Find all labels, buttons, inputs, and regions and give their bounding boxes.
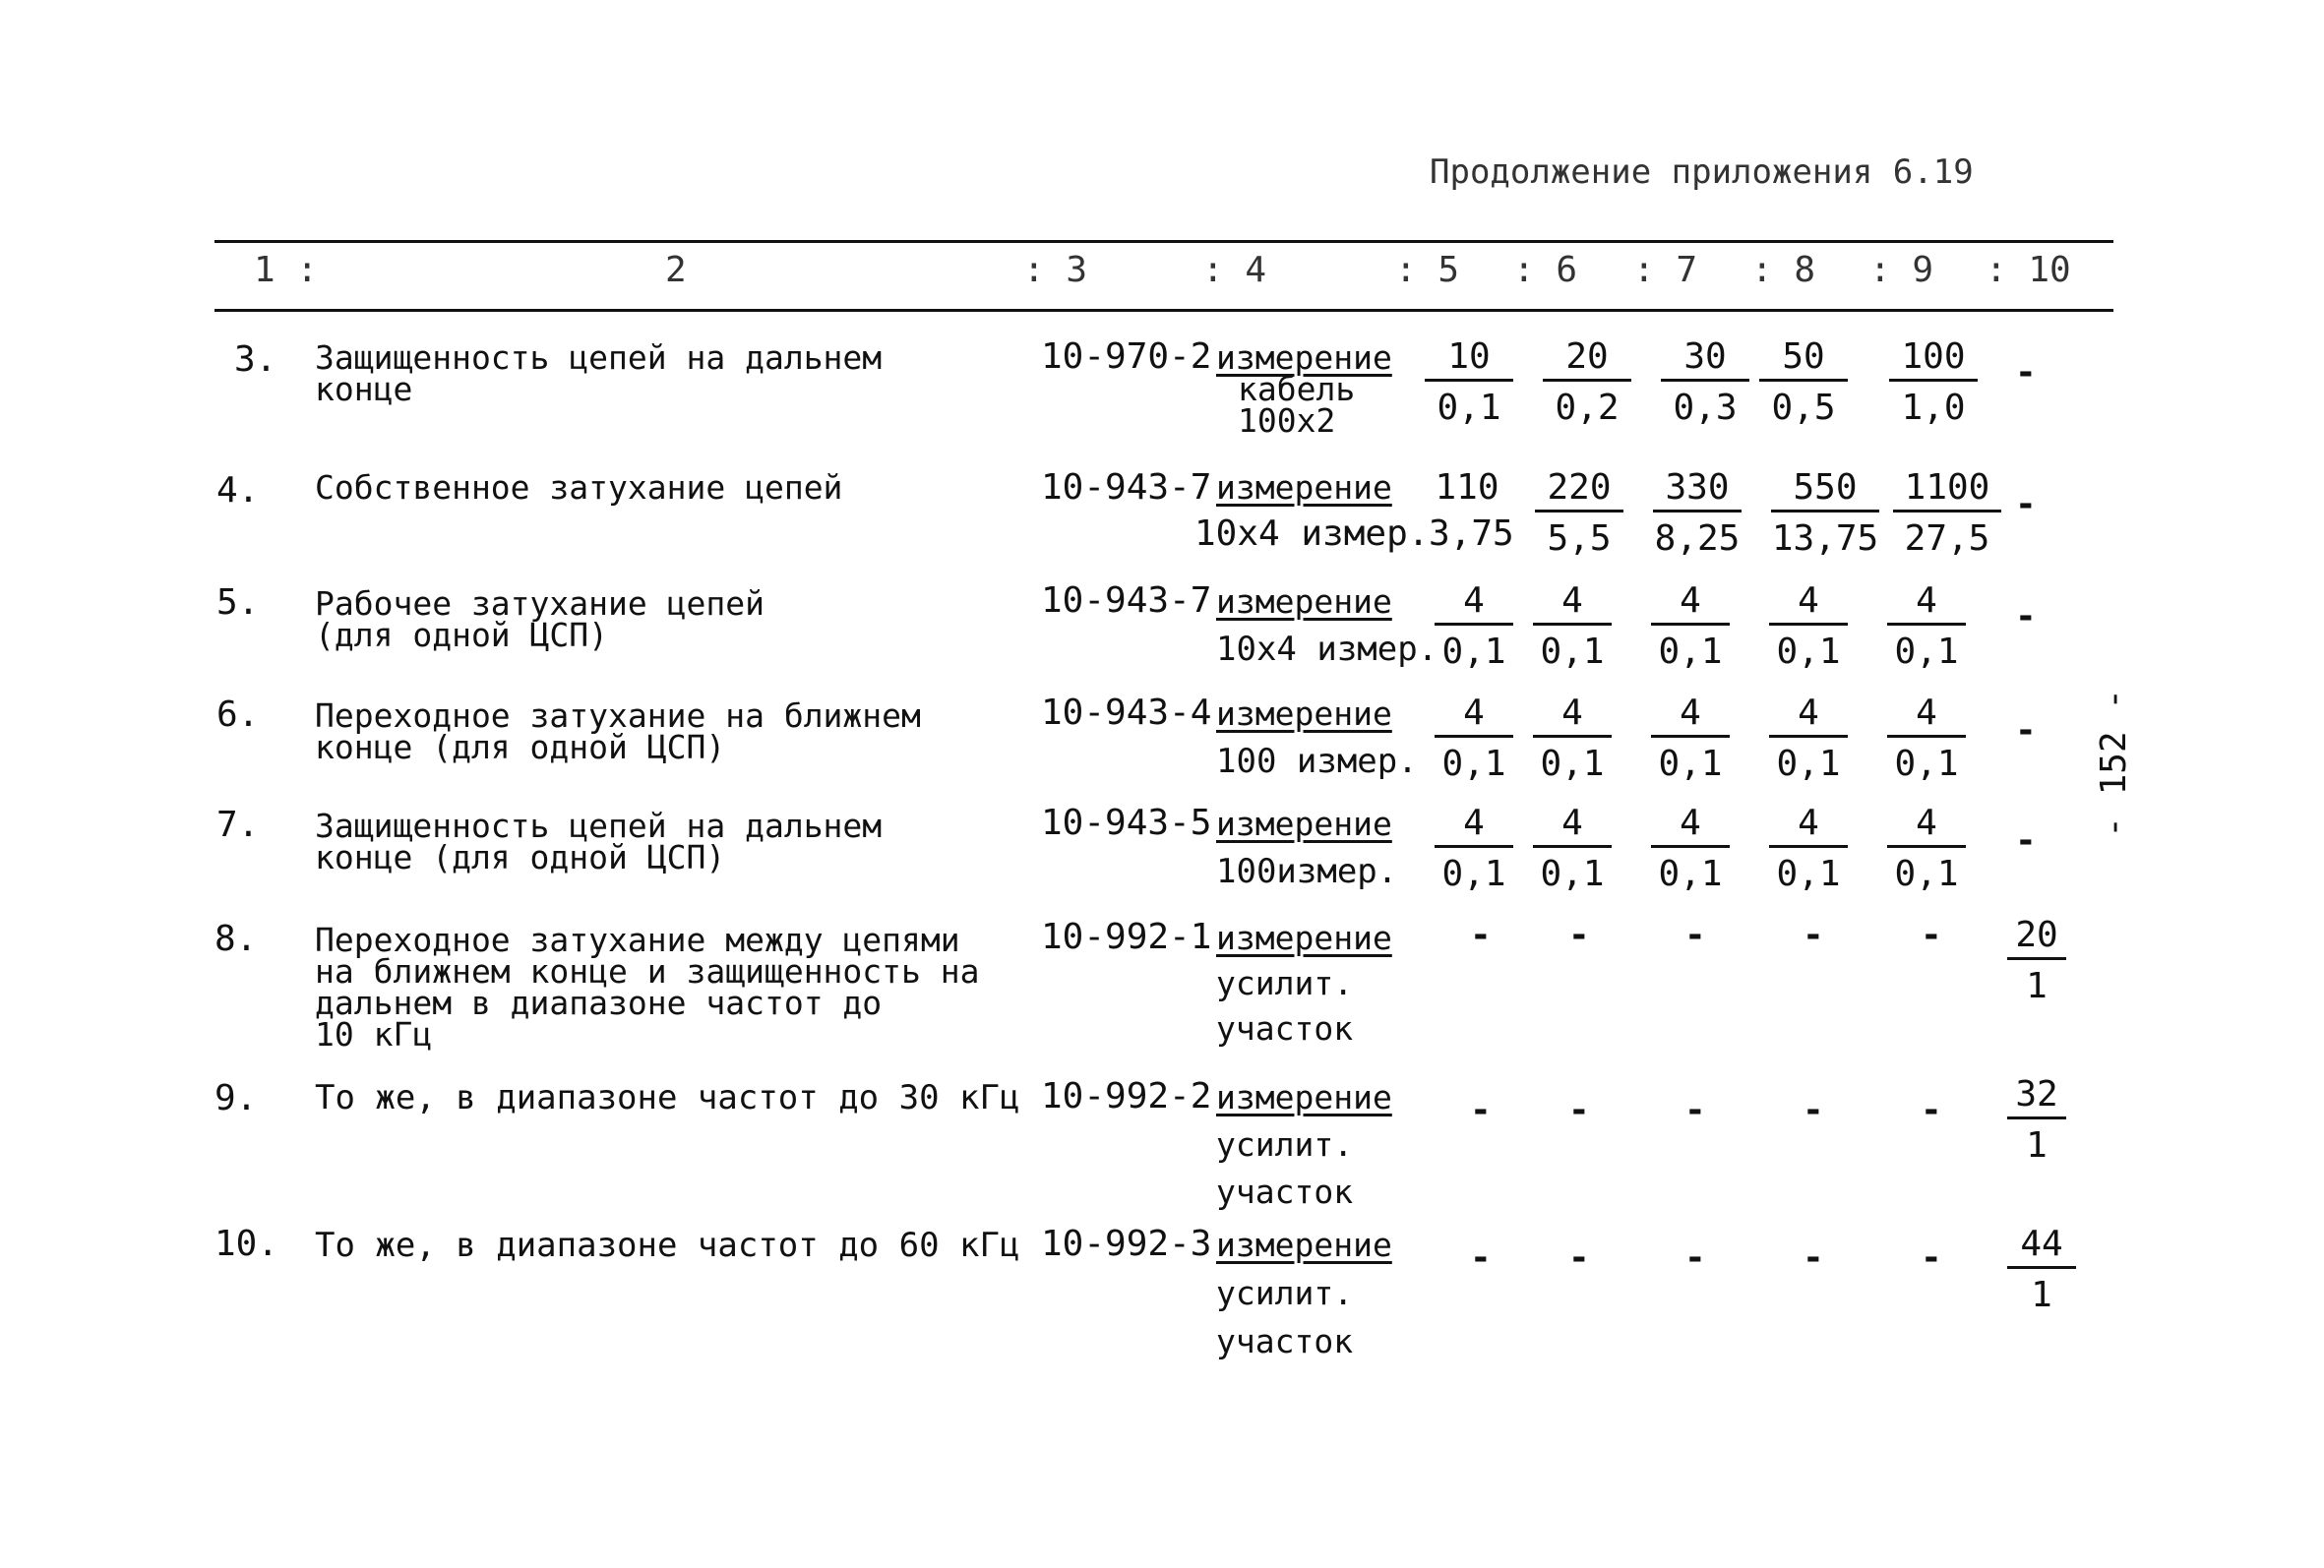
value-fraction: 4 0,1 [1651,580,1730,672]
header-col-3: : 3 [1023,250,1088,290]
value-dash: - [1568,1237,1590,1278]
row-code: 10-943-4 [1041,693,1212,733]
header-col-5: : 5 [1395,250,1460,290]
col10-fraction: 32 1 [2007,1074,2066,1166]
value-denominator: 3,75 [1429,513,1514,554]
value-dash: - [1684,1090,1706,1130]
row-number: 4. [216,470,260,511]
value-fraction: 4 0,1 [1887,693,1966,784]
value-fraction: 4 0,1 [1435,580,1513,672]
value-dash: - [1803,915,1824,955]
table-top-rule [214,240,2113,243]
row-number: 6. [216,694,260,735]
value-fraction: 4 0,1 [1769,693,1848,784]
page-caption: Продолжение приложения 6.19 [1430,152,1974,192]
header-col-6: : 6 [1513,250,1578,290]
value-dash: - [1921,1090,1942,1130]
row-measure: измерение усилит. участок [1216,1078,1392,1211]
page-number: - 152 - [2094,689,2134,838]
value-dash: - [1684,1237,1706,1278]
row-measure-unit: 10x4 измер. [1216,630,1438,669]
col10-dash: - [2015,710,2037,751]
row-measure-unit: 100измер. [1216,852,1398,891]
row-code: 10-970-2 [1041,336,1212,377]
value-fraction: 4 0,1 [1435,803,1513,894]
value-dash: - [1470,1237,1492,1278]
value-fraction: 100 1,0 [1889,336,1978,428]
row-measure-unit: 10x4 измер. [1194,513,1430,554]
row-description: Собственное затухание цепей [315,468,843,507]
row-number: 5. [216,582,260,623]
value-fraction: 4 0,1 [1533,693,1612,784]
value-fraction: 30 0,3 [1661,336,1749,428]
row-description: Защищенность цепей на дальнем конце (для одной ЦСП) [315,807,883,876]
col10-fraction: 44 1 [2007,1224,2076,1315]
col10-fraction: 20 1 [2007,915,2066,1006]
value-fraction: 4 0,1 [1887,580,1966,672]
row-number: 8. [214,919,258,959]
col10-dash: - [2015,820,2037,861]
row-description: Рабочее затухание цепей (для одной ЦСП) [315,584,764,654]
row-measure-unit: 100 измер. [1216,742,1418,781]
col10-dash: - [2015,596,2037,636]
row-description: Переходное затухание между цепями на ближнем конце и защищенность на дальнем в диапазоне частот до 10 кГц [315,921,980,1054]
header-col-4: : 4 [1202,250,1267,290]
row-measure: измерение усилит. участок [1216,919,1392,1048]
row-number: 10. [214,1224,279,1264]
table-header-rule [214,309,2113,312]
value-fraction: 4 0,1 [1533,580,1612,672]
value-fraction: 1100 27,5 [1893,467,2001,559]
value-fraction: 110 [1435,467,1499,508]
value-dash: - [1803,1090,1824,1130]
header-col-2: 2 [665,250,687,290]
row-description: То же, в диапазоне частот до 60 кГц [315,1226,1020,1265]
value-dash: - [1921,915,1942,955]
value-dash: - [1568,915,1590,955]
col10-dash: - [2015,352,2037,392]
row-measure: измерение усилит. участок [1216,1226,1392,1360]
value-fraction: 50 0,5 [1759,336,1848,428]
header-col-9: : 9 [1869,250,1934,290]
header-col-1: 1 : [254,250,319,290]
row-number: 3. [234,339,277,380]
header-col-8: : 8 [1751,250,1816,290]
row-description: То же, в диапазоне частот до 30 кГц [315,1078,1020,1117]
value-dash: - [1921,1237,1942,1278]
row-code: 10-943-5 [1041,803,1212,843]
row-measure: измерение [1216,468,1392,507]
value-dash: - [1568,1090,1590,1130]
value-fraction: 220 5,5 [1535,467,1623,559]
value-fraction: 20 0,2 [1543,336,1631,428]
value-fraction: 330 8,25 [1654,467,1741,559]
row-number: 9. [214,1078,258,1118]
row-code: 10-992-3 [1041,1224,1212,1264]
row-code: 10-943-7 [1041,580,1212,621]
row-measure: измерение [1216,694,1392,733]
value-fraction: 4 0,1 [1651,803,1730,894]
value-fraction: 4 0,1 [1651,693,1730,784]
value-fraction: 10 0,1 [1425,336,1513,428]
header-col-7: : 7 [1633,250,1698,290]
value-dash: - [1684,915,1706,955]
value-dash: - [1470,1090,1492,1130]
header-col-10: : 10 [1986,250,2071,290]
row-measure: измерение кабель 100x2 [1216,338,1392,440]
value-fraction: 550 13,75 [1771,467,1879,559]
row-code: 10-992-1 [1041,917,1212,957]
value-fraction: 4 0,1 [1533,803,1612,894]
row-number: 7. [216,805,260,845]
col10-dash: - [2015,484,2037,524]
row-measure: измерение [1216,805,1392,843]
value-dash: - [1470,915,1492,955]
row-description: Переходное затухание на ближнем конце (для одной ЦСП) [315,696,921,766]
value-dash: - [1803,1237,1824,1278]
value-fraction: 4 0,1 [1435,693,1513,784]
row-measure: измерение [1216,582,1392,621]
row-description: Защищенность цепей на дальнем конце [315,338,883,408]
row-code: 10-992-2 [1041,1076,1212,1116]
row-code: 10-943-7 [1041,467,1212,508]
value-fraction: 4 0,1 [1887,803,1966,894]
value-fraction: 4 0,1 [1769,803,1848,894]
value-fraction: 4 0,1 [1769,580,1848,672]
